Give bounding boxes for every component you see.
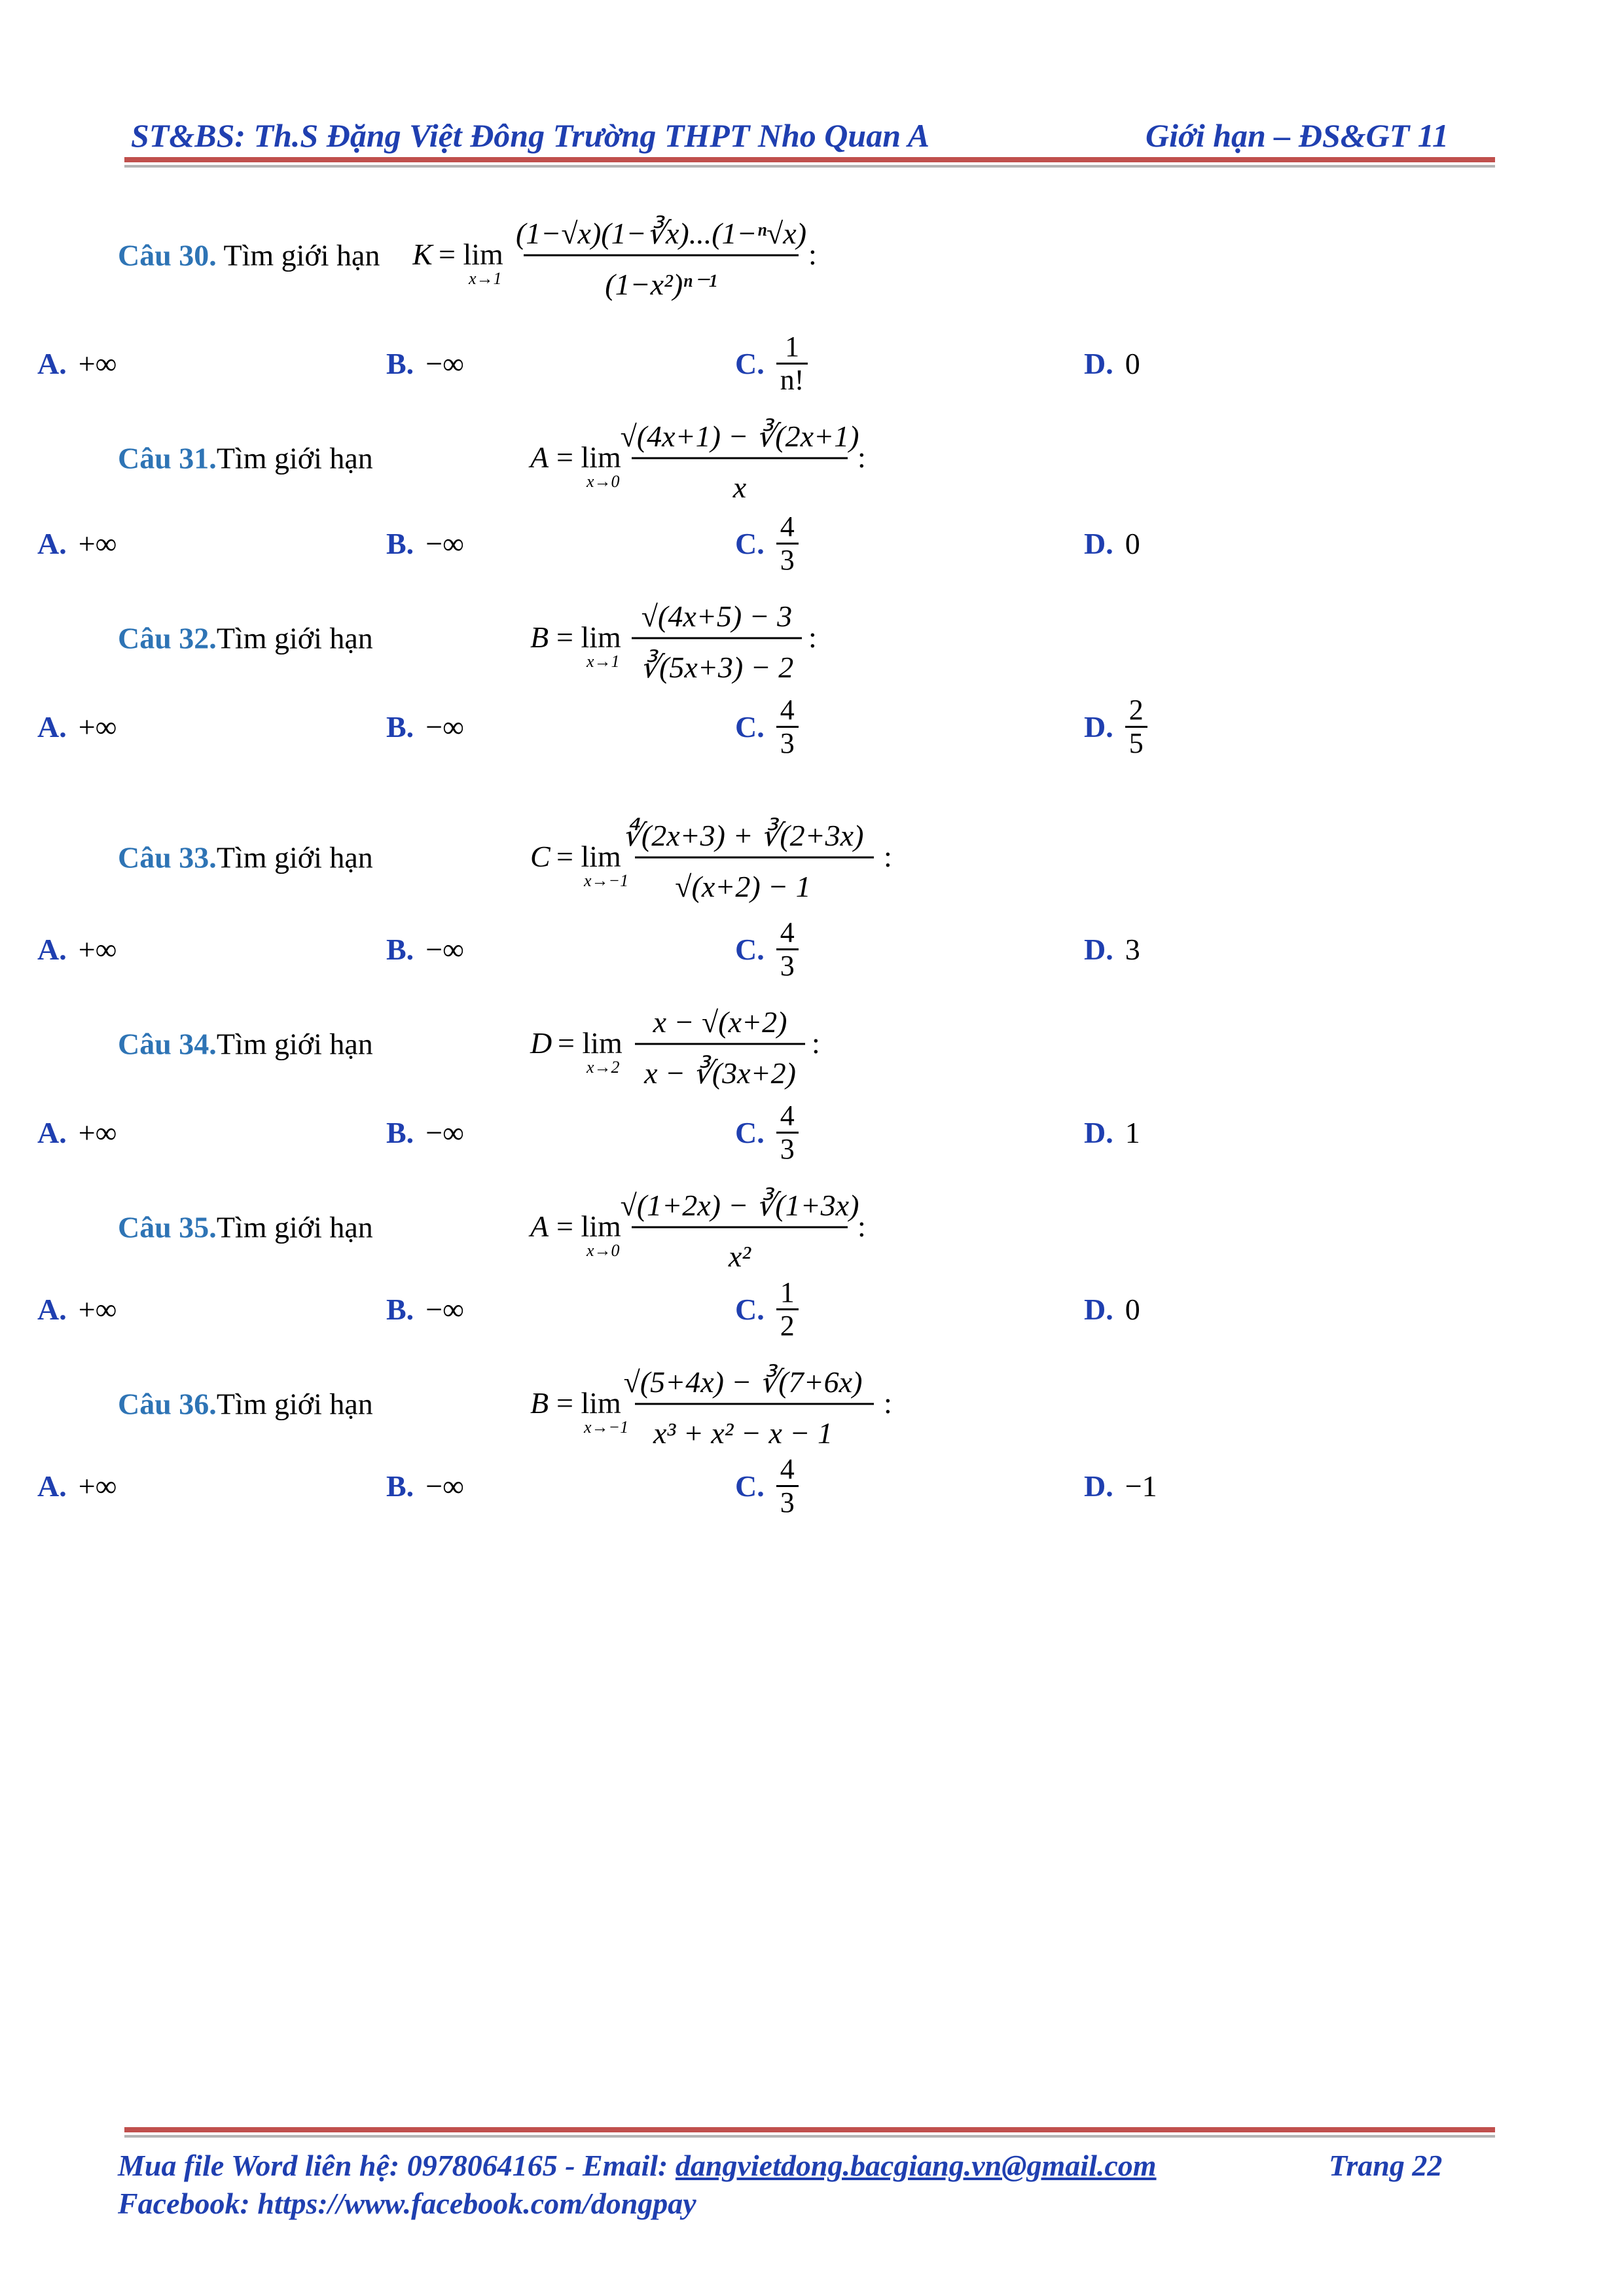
options-34 (0, 1093, 1375, 1172)
svg-text:x→0: x→0 (586, 1241, 620, 1260)
option-b[interactable]: B. −∞ (386, 346, 464, 380)
svg-text:D: D (530, 1026, 552, 1060)
options-36 (0, 1446, 1375, 1525)
svg-text:x − √(x+2): x − √(x+2) (653, 1005, 787, 1039)
svg-text:C: C (530, 840, 550, 873)
svg-text::: : (884, 840, 892, 873)
facebook-link[interactable]: Facebook: https://www.facebook.com/dongpay (118, 2187, 696, 2220)
svg-text::: : (884, 1386, 892, 1420)
option-c[interactable]: C. $\frac{1}{n!}$ (735, 324, 808, 403)
svg-text:= lim: = lim (556, 1210, 621, 1243)
options-33 (0, 910, 1375, 988)
page-number: Trang 22 (1329, 2149, 1443, 2182)
options-32 (0, 687, 1375, 766)
email-link[interactable]: dangvietdong.bacgiang.vn@gmail.com (675, 2149, 1157, 2182)
question-30 (118, 203, 1492, 308)
svg-text:B: B (530, 1386, 549, 1420)
svg-text::: : (808, 238, 817, 271)
option-d[interactable]: D. 3 (1084, 932, 1140, 966)
svg-text:√(4x+5) − 3: √(4x+5) − 3 (641, 600, 793, 633)
svg-text:= lim: = lim (556, 620, 621, 654)
option-a[interactable]: A. +∞ (37, 932, 117, 966)
option-b[interactable]: B. −∞ (386, 932, 464, 966)
svg-text:x→1: x→1 (586, 652, 620, 671)
svg-text:x: x (732, 471, 747, 504)
header-right: Giới hạn – ĐS&GT 11 (1146, 117, 1449, 154)
question-33: Câu 33.Tìm giới hạn C = lim x→−1 ∜(2x+3) + ∛(2+3x) √(x+2) − 1 : (118, 805, 1492, 910)
footer-contact: Mua file Word liên hệ: 0978064165 - Email: dangvietdong.bacgiang.vn@gmail.com (118, 2149, 1157, 2182)
option-a[interactable]: A. +∞ (37, 346, 117, 380)
options-30 (0, 324, 1375, 403)
svg-text:x→1: x→1 (469, 269, 502, 288)
svg-text:K: K (412, 238, 433, 271)
option-a[interactable]: A. +∞ (37, 1115, 117, 1149)
svg-text:∜(2x+3) + ∛(2+3x): ∜(2x+3) + ∛(2+3x) (622, 819, 864, 852)
footer-rule-shadow (124, 2135, 1495, 2138)
option-c[interactable]: C. $\frac{4}{3}$ (735, 1446, 799, 1525)
svg-text:A: A (530, 440, 549, 474)
svg-text:x³ + x² − x − 1: x³ + x² − x − 1 (653, 1416, 833, 1450)
options-31 (0, 504, 1375, 583)
question-36: Câu 36.Tìm giới hạn B = lim x→−1 √(5+4x) − ∛(7+6x) x³ + x² − x − 1 : (118, 1352, 1492, 1456)
svg-text:A: A (530, 1210, 549, 1243)
header-rule-shadow (124, 165, 1495, 168)
svg-text:= lim: = lim (556, 840, 621, 873)
svg-text:x→−1: x→−1 (584, 871, 629, 890)
svg-text:∛(5x+3) − 2: ∛(5x+3) − 2 (640, 651, 794, 684)
svg-text:√(5+4x) − ∛(7+6x): √(5+4x) − ∛(7+6x) (623, 1365, 863, 1399)
option-a[interactable]: A. +∞ (37, 709, 117, 744)
question-number: Câu 30. (118, 238, 217, 272)
option-d[interactable]: D. 1 (1084, 1115, 1140, 1149)
question-31: Câu 31.Tìm giới hạn A = lim x→0 √(4x+1) − ∛(2x+1) x : (118, 406, 1492, 511)
option-c[interactable]: C. $\frac{1}{2}$ (735, 1270, 799, 1348)
option-c[interactable]: C. $\frac{4}{3}$ (735, 687, 799, 766)
svg-text:x→2: x→2 (586, 1058, 620, 1077)
option-b[interactable]: B. −∞ (386, 1292, 464, 1326)
limit-formula (412, 1175, 1067, 1280)
svg-text:x→0: x→0 (586, 472, 620, 491)
option-d[interactable]: D. 0 (1084, 526, 1140, 560)
question-text: Tìm giới hạn (216, 238, 380, 272)
svg-text::: : (808, 620, 817, 654)
svg-text:= lim: = lim (556, 440, 621, 474)
options-35 (0, 1270, 1375, 1348)
limit-formula (412, 406, 1067, 511)
limit-formula (412, 586, 1067, 691)
limit-formula (412, 203, 1067, 308)
option-c[interactable]: C. $\frac{4}{3}$ (735, 1093, 799, 1172)
svg-text:x²: x² (728, 1240, 751, 1273)
option-a[interactable]: A. +∞ (37, 1469, 117, 1503)
option-d[interactable]: D. 0 (1084, 1292, 1140, 1326)
svg-text::: : (857, 440, 866, 474)
option-d[interactable]: D. $\frac{2}{5}$ (1084, 687, 1147, 766)
option-c[interactable]: C. $\frac{4}{3}$ (735, 910, 799, 988)
svg-text::: : (857, 1210, 866, 1243)
option-d[interactable]: D. 0 (1084, 346, 1140, 380)
svg-text::: : (812, 1026, 820, 1060)
header-left: ST&BS: Th.S Đặng Việt Đông Trường THPT Nho Quan A (131, 117, 929, 154)
svg-text:√(x+2) − 1: √(x+2) − 1 (675, 870, 811, 903)
option-b[interactable]: B. −∞ (386, 1115, 464, 1149)
footer-rule (124, 2127, 1495, 2132)
option-b[interactable]: B. −∞ (386, 1469, 464, 1503)
question-32: Câu 32.Tìm giới hạn B = lim x→1 √(4x+5) − 3 ∛(5x+3) − 2 : (118, 586, 1492, 691)
svg-text:√(1+2x) − ∛(1+3x): √(1+2x) − ∛(1+3x) (620, 1189, 859, 1222)
limit-formula (412, 992, 1067, 1096)
svg-text:B: B (530, 620, 549, 654)
option-c[interactable]: C. $\frac{4}{3}$ (735, 504, 799, 583)
svg-text:= lim: = lim (439, 238, 503, 271)
option-d[interactable]: D. −1 (1084, 1469, 1157, 1503)
header-rule (124, 157, 1495, 162)
option-a[interactable]: A. +∞ (37, 526, 117, 560)
svg-text:= lim: = lim (558, 1026, 623, 1060)
svg-text:(1−√x)(1−∛x)...(1−ⁿ√x): (1−√x)(1−∛x)...(1−ⁿ√x) (515, 217, 807, 250)
svg-text:(1−x²)ⁿ⁻¹: (1−x²)ⁿ⁻¹ (605, 268, 717, 301)
question-35: Câu 35.Tìm giới hạn A = lim x→0 √(1+2x) − ∛(1+3x) x² : (118, 1175, 1492, 1280)
option-b[interactable]: B. −∞ (386, 526, 464, 560)
limit-formula (412, 805, 1067, 910)
svg-text:x − ∛(3x+2): x − ∛(3x+2) (644, 1056, 796, 1090)
option-a[interactable]: A. +∞ (37, 1292, 117, 1326)
svg-text:√(4x+1) − ∛(2x+1): √(4x+1) − ∛(2x+1) (620, 420, 859, 453)
limit-formula (412, 1352, 1067, 1456)
option-b[interactable]: B. −∞ (386, 709, 464, 744)
svg-text:= lim: = lim (556, 1386, 621, 1420)
svg-text:x→−1: x→−1 (584, 1418, 629, 1437)
question-34: Câu 34.Tìm giới hạn D = lim x→2 x − √(x+2) x − ∛(3x+2) : (118, 992, 1492, 1096)
